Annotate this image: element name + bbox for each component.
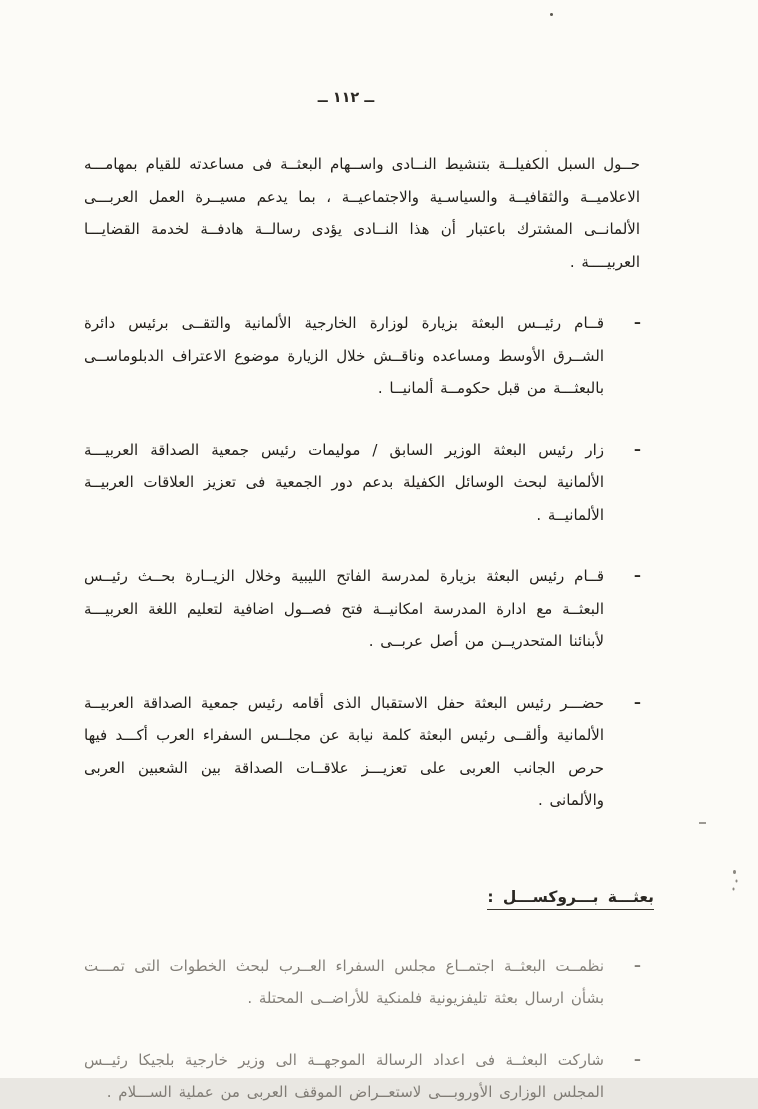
paragraph-school-visit [84,560,640,658]
paragraph-text: حضـــر رئيس البعثة حفل الاستقبال الذى أقامه رئيس جمعية الصداقة العربيــة الألمانية وألقــى رئيس البعثة كلمة نيابة عن مجلــس السفراء العرب أكـــد فيها حرص الجانب العربى على تعزيـــز علاقــات الصداقة بين الشعبين العربى والألمانى . [84,693,604,809]
section-heading-brussels-mission: بعثـــة بـــروكســـل : [487,888,654,910]
scan-speck [699,822,706,824]
paragraph-foreign-ministry-visit [84,307,640,405]
scan-speck [733,870,736,874]
page-number: ــ ١١٢ ــ [317,90,375,106]
paragraph-ambassadors-meeting [84,950,640,1015]
list-dash-marker: ـ [634,436,640,455]
paragraph-text: حــول السبل الكفيلــة بتنشيط النــادى واســهام البعثــة فى مساعدته للقيام بمهامـــه الاعلاميــة والثقافيــة والسياسـية والاجتماعيــة ، بما يدعم مسيــرة العمل العربـــى الألمانــى المشترك باعتبار أن هذا النــادى يؤدى رسالــة هادفــة لخدمة القضايـــا العربيــــة . [84,155,640,271]
paragraph-text: شاركت البعثــة فى اعداد الرسالة الموجهــة الى وزير خارجية بلجيكا رئيــس المجلس الوزارى الأوروبـــى لاستعــراض الموقف العربى من عملية الســـلام . [84,1050,604,1101]
list-dash-marker: ـ [634,689,640,708]
paragraph-belgium-letter [84,1044,640,1109]
list-dash-marker: ـ [634,310,640,328]
paragraph-text: زار رئيس البعثة الوزير السابق / موليمات رئيس جمعية الصداقة العربيـــة الألمانية لبحث الوسائل الكفيلة بدعم دور الجمعية فى تعزيز العلاقات العربيــة الألمانيــة . [84,440,604,524]
paragraph-text: نظمــت البعثــة اجتمــاع مجلس السفراء العــرب لبحث الخطوات التى تمـــت بشأن ارسال بعثة تليفزيونية فلمنكية للأراضــى المحتلة . [84,956,604,1007]
paragraph-friendship-society-visit [84,434,640,532]
paragraph-reception [84,687,640,817]
list-dash-marker: ـ [634,563,640,581]
paragraph-text: قــام رئيــس البعثة بزيارة لوزارة الخارجية الألمانية والتقــى برئيس دائرة الشــرق الأوسط ومساعده وناقــش خلال الزيارة موضوع الاعتراف الدبلوماســى بالبعثـــة من قبل حكومــة ألمانيــا . [84,314,604,397]
scan-speck [550,13,553,16]
list-dash-marker: ـ [634,1046,640,1065]
scan-speck [545,150,547,152]
list-dash-marker: ـ [634,952,640,971]
paragraph-text: قــام رئيس البعثة بزيارة لمدرسة الفاتح الليبية وخلال الزيــارة بحــث رئيــس البعثــة مع ادارة المدرسة امكانيــة فتح فصــول اضافية لتعليم اللغة العربيـــة لأبنائنا المتحدريــن من أصل عربــى . [84,567,604,650]
section-heading-row [84,846,654,950]
paragraph-intro [84,148,640,278]
